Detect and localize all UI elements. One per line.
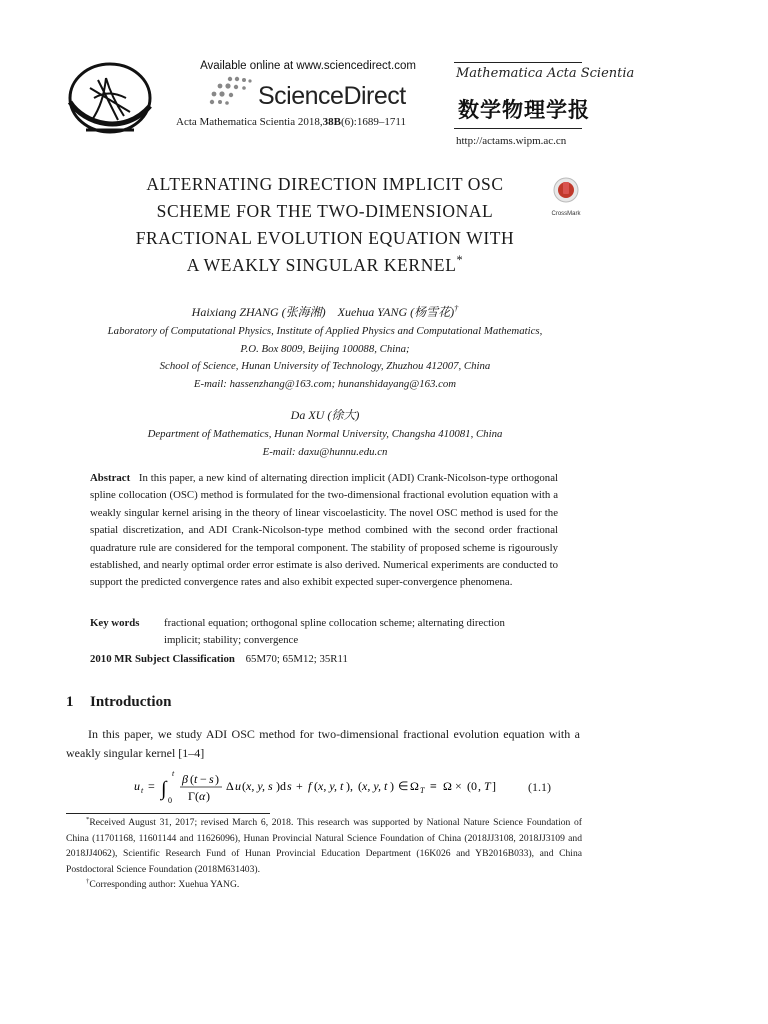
sciencedirect-wordmark: ScienceDirect (258, 82, 406, 110)
email-line-2 (60, 444, 590, 462)
author-names-1 (60, 304, 590, 322)
title-footnote-mark[interactable]: * (456, 253, 464, 268)
msc-label: 2010 MR Subject Classification (90, 653, 235, 665)
svg-text:−: − (200, 772, 207, 786)
svg-text:x, y, s: x, y, s (246, 779, 273, 793)
svg-text:Δ: Δ (226, 779, 234, 793)
paper-title (70, 171, 580, 279)
abstract-text: In this paper, a new kind of alternating direction implicit (ADI) Crank-Nicolson-type orthogonal spline collocation (OSC) method is formulated for the two-dimensional fractional evolution equation with a weakly singular kernel arising in the theory of linear viscoelasticity. The novel OSC method is used for the spatial discretization, and ADI Crank-Nicolson-type method combined with the second order fractional quadrature rule are considered for the temporal component. The stability of proposed scheme is rigourously established, and nearly optimal order error estimate is also derived. Numerical experiments are conducted to support the predicted convergence rates and also exhibit expected super-convergence phenomena. (90, 472, 558, 589)
svg-text:0: 0 (168, 796, 172, 805)
svg-text:s: s (287, 779, 292, 793)
journal-url-link[interactable]: http://actams.wipm.ac.cn (456, 135, 567, 147)
section-heading-introduction (66, 694, 171, 711)
elsevier-tree-logo (64, 58, 158, 138)
email-label-2: E-mail (262, 445, 292, 458)
footnote-2-mark: † (86, 877, 90, 885)
svg-text:)d: )d (276, 779, 286, 793)
svg-text:α: α (199, 789, 206, 803)
abstract-block (90, 470, 558, 592)
affiliation-1-line-1: Laboratory of Computational Physics, Institute of Applied Physics and Computational Mathematics, (107, 325, 543, 337)
crossmark-icon (546, 176, 586, 206)
svg-text:T: T (420, 786, 425, 795)
affiliation-2: School of Science, Hunan University of Technology, Zhuzhou 412007, China (159, 360, 491, 372)
keywords-line-2: implicit; stability; convergence (164, 634, 299, 646)
svg-text:): ) (206, 789, 210, 803)
svg-text:+: + (296, 779, 303, 793)
author-names-2: Da XU (徐大) (290, 408, 360, 422)
svg-text:×: × (455, 779, 462, 793)
msc-classification (90, 653, 348, 665)
crossmark-label: CrossMark (551, 211, 581, 217)
email-label-1: E-mail (193, 377, 224, 390)
svg-text:Ω: Ω (443, 779, 452, 793)
section-title: Introduction (90, 694, 172, 710)
svg-text:=: = (148, 779, 155, 793)
svg-text:t: t (141, 786, 144, 795)
footnote-2-text: Corresponding author: Xuehua YANG. (89, 879, 240, 890)
svg-text:Γ(: Γ( (188, 789, 199, 803)
svg-text:T: T (484, 779, 491, 793)
journal-logo-script: Mathematica Acta Scientia (456, 66, 635, 81)
citation-prefix: Acta Mathematica Scientia 2018, (176, 116, 323, 128)
svg-text:): ) (390, 779, 394, 793)
acta-mathematica-scientia-logo (454, 62, 635, 128)
svg-text:(: ( (358, 779, 362, 793)
svg-text:(0: (0 (467, 779, 477, 793)
intro-paragraph: In this paper, we study ADI OSC method for two-dimensional fractional evolution equation with a weakly singular kernel [1–4] (66, 727, 580, 760)
footnote-1-mark: * (86, 815, 90, 823)
authors-group-1: Haixiang ZHANG (张海湘) Xuehua YANG (杨雪花) (191, 305, 455, 319)
svg-text:Ω: Ω (410, 779, 419, 793)
citation-volume: 38B (322, 116, 341, 128)
citation-pages: (6):1689–1711 (340, 116, 406, 128)
crossmark-badge[interactable] (546, 176, 586, 216)
equation-1-1 (130, 768, 590, 808)
title-line-4: A WEAKLY SINGULAR KERNEL (186, 255, 457, 275)
svg-text:≡: ≡ (430, 779, 437, 793)
svg-text:∫: ∫ (161, 778, 167, 800)
svg-text:x, y, t: x, y, t (318, 779, 344, 793)
title-line-2: SCHEME FOR THE TWO-DIMENSIONAL (156, 201, 494, 221)
journal-logo-chinese: 数学物理学报 (458, 98, 590, 122)
abstract-label: Abstract (90, 472, 131, 484)
corresponding-author-mark[interactable]: † (454, 304, 459, 313)
available-online-text: Available online at www.sciencedirect.com (200, 60, 416, 72)
affiliation-3: Department of Mathematics, Hunan Normal University, Changsha 410081, China (147, 428, 503, 440)
email-addresses-1[interactable]: : hassenzhang@163.com; hunanshidayang@163.com (223, 377, 457, 390)
keywords-line-1: fractional equation; orthogonal spline collocation scheme; alternating direction (164, 617, 505, 629)
svg-text:f: f (308, 779, 312, 793)
svg-text:u: u (134, 779, 140, 793)
email-line-1 (60, 376, 590, 394)
svg-text:t: t (194, 772, 198, 786)
svg-text:β: β (182, 772, 188, 786)
svg-text:t: t (172, 769, 175, 778)
equation-number: (1.1) (528, 780, 551, 794)
svg-text:(: ( (314, 779, 318, 793)
footnote-2 (66, 877, 582, 893)
svg-text:(: ( (242, 779, 246, 793)
svg-text:∈: ∈ (398, 779, 409, 793)
footnote-1 (66, 815, 582, 877)
title-line-1: ALTERNATING DIRECTION IMPLICIT OSC (146, 174, 504, 194)
title-line-3: FRACTIONAL EVOLUTION EQUATION WITH (135, 228, 515, 248)
affiliation-1-line-2: P.O. Box 8009, Beijing 100088, China; (240, 342, 410, 355)
keywords-block (90, 615, 560, 649)
affiliation-3-block (60, 426, 590, 461)
affiliation-1 (60, 323, 590, 393)
msc-value: 65M70; 65M12; 35R11 (245, 653, 348, 665)
keywords-label: Key words (90, 617, 140, 629)
footnote-1-text: Received August 31, 2017; revised March 6, 2018. This research was supported by National Nature Science Foundation of China (11701168, 11601144 and 11626096), Hunan Provincial Natural Science Foundation of China (2018JJ3108, 2018JJ3109 and 2018JJ4062), Scientific Research Fund of Hunan Provincial Education Department (16K026 and YB2016B033), and China Postdoctoral Science Foundation (2018M631403). (66, 817, 582, 875)
footnotes-block (66, 815, 582, 893)
email-address-2[interactable]: : daxu@hunnu.edu.cn (292, 445, 388, 458)
journal-logo-rule (454, 128, 582, 129)
svg-text:u: u (235, 779, 241, 793)
svg-text:,: , (478, 779, 481, 793)
svg-text:s: s (209, 772, 214, 786)
svg-text:]: ] (492, 779, 496, 793)
sciencedirect-dots-icon (206, 75, 254, 107)
journal-citation (176, 116, 406, 128)
svg-text:(: ( (190, 772, 194, 786)
footnote-rule (66, 813, 270, 814)
svg-text:): ) (215, 772, 219, 786)
svg-text:x, y, t: x, y, t (362, 779, 388, 793)
svg-text:),: ), (346, 779, 353, 793)
section-number: 1 (66, 694, 74, 710)
